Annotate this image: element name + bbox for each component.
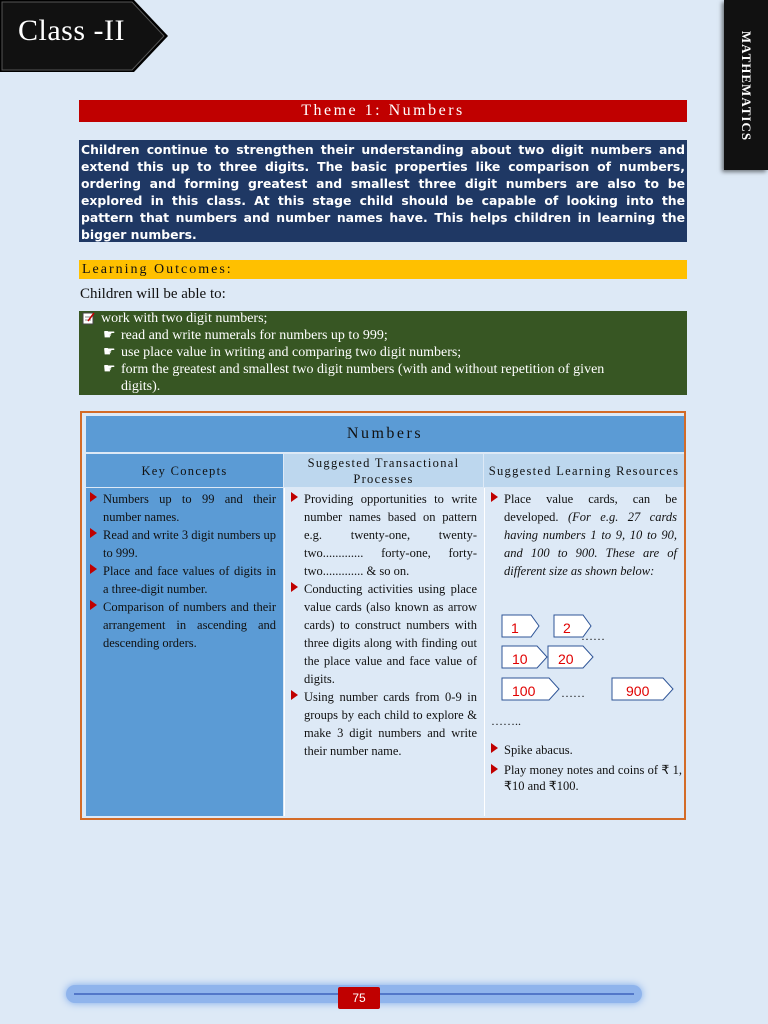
red-arrow-bullet-icon (291, 582, 298, 592)
theme-title: Theme 1: Numbers (79, 100, 687, 122)
arrow-card-label: 1 (511, 620, 519, 636)
outcomes-list (79, 311, 687, 395)
class-label: Class -II (18, 14, 125, 47)
red-arrow-bullet-icon (291, 690, 298, 700)
arrow-card-label: 20 (558, 651, 574, 667)
list-item: Place value cards, can be developed. (For e.g. 27 cards having numbers 1 to 9, 10 to 90, and 100 to 900. These are of different size as shown below: (504, 490, 677, 580)
learning-outcomes-heading: Learning Outcomes: (79, 260, 687, 279)
list-item: Place and face values of digits in a three-digit number. (103, 562, 276, 598)
header-transactional-processes: Suggested Transactional Processes (284, 454, 483, 487)
list-item: Comparison of numbers and their arrangement in ascending and descending orders. (103, 598, 276, 652)
list-item: Spike abacus. (504, 741, 682, 759)
header-key-concepts: Key Concepts (86, 454, 283, 487)
outcome-item: use place value in writing and comparing two digit numbers; (121, 345, 462, 360)
hand-pointer-icon: ☛ (103, 362, 116, 377)
arrow-card-label: 900 (626, 683, 650, 699)
subject-tab (724, 0, 768, 170)
page-number: 75 (338, 987, 380, 1009)
outcomes-lead: Children will be able to: (80, 286, 226, 302)
checklist-icon (82, 312, 95, 325)
red-arrow-bullet-icon (291, 492, 298, 502)
list-item: Using number cards from 0-9 in groups by each child to explore & make 3 digit numbers and write their number name. (304, 688, 477, 760)
red-arrow-bullet-icon (90, 492, 97, 502)
intro-paragraph: Children continue to strengthen their understanding about two digit numbers and extend this up to three digits. The basic properties like comparison of numbers, ordering and forming greatest and smallest three digit numbers are also to be explored in this class. At this stage child should be capable of looking into the pattern that numbers and number names have. This helps children in learning the bigger numbers. (81, 142, 685, 242)
class-tab (0, 0, 168, 72)
resources-column (484, 488, 684, 816)
red-arrow-bullet-icon (491, 743, 498, 753)
outcome-item: work with two digit numbers; (101, 311, 268, 326)
arrow-card-label: 100 (512, 683, 536, 699)
ellipsis: …… (581, 629, 605, 643)
arrow-card (501, 614, 541, 638)
red-arrow-bullet-icon (90, 564, 97, 574)
hand-pointer-icon: ☛ (103, 345, 116, 360)
outcome-item: read and write numerals for numbers up to 999; (121, 328, 388, 343)
red-arrow-bullet-icon (491, 492, 498, 502)
red-arrow-bullet-icon (90, 528, 97, 538)
list-item: Numbers up to 99 and their number names. (103, 490, 276, 526)
ellipsis: …… (561, 686, 585, 700)
arrow-card-label: 2 (563, 620, 571, 636)
list-item: Read and write 3 digit numbers up to 999. (103, 526, 276, 562)
list-item: Play money notes and coins of ₹ 1, ₹10 and ₹100. (504, 762, 682, 794)
outcome-item-continuation: digits). (121, 379, 161, 394)
trailing-dots: …….. (491, 714, 521, 728)
list-item: Providing opportunities to write number names based on pattern e.g. twenty-one, twenty-two............. forty-one, forty-two............. & so on. (304, 490, 477, 580)
table-title: Numbers (86, 416, 684, 452)
list-item: Conducting activities using place value cards (also known as arrow cards) to construct numbers with three digits along with finding out the place value and face value of digits. (304, 580, 477, 688)
hand-pointer-icon: ☛ (103, 328, 116, 343)
red-arrow-bullet-icon (491, 764, 498, 774)
red-arrow-bullet-icon (90, 600, 97, 610)
header-learning-resources: Suggested Learning Resources (484, 454, 684, 487)
processes-column (284, 488, 483, 816)
subject-label: MATHEMATICS (739, 30, 754, 142)
key-concepts-column (86, 488, 283, 816)
outcome-item: form the greatest and smallest two digit numbers (with and without repetition of given (121, 362, 605, 377)
arrow-card-label: 10 (512, 651, 528, 667)
